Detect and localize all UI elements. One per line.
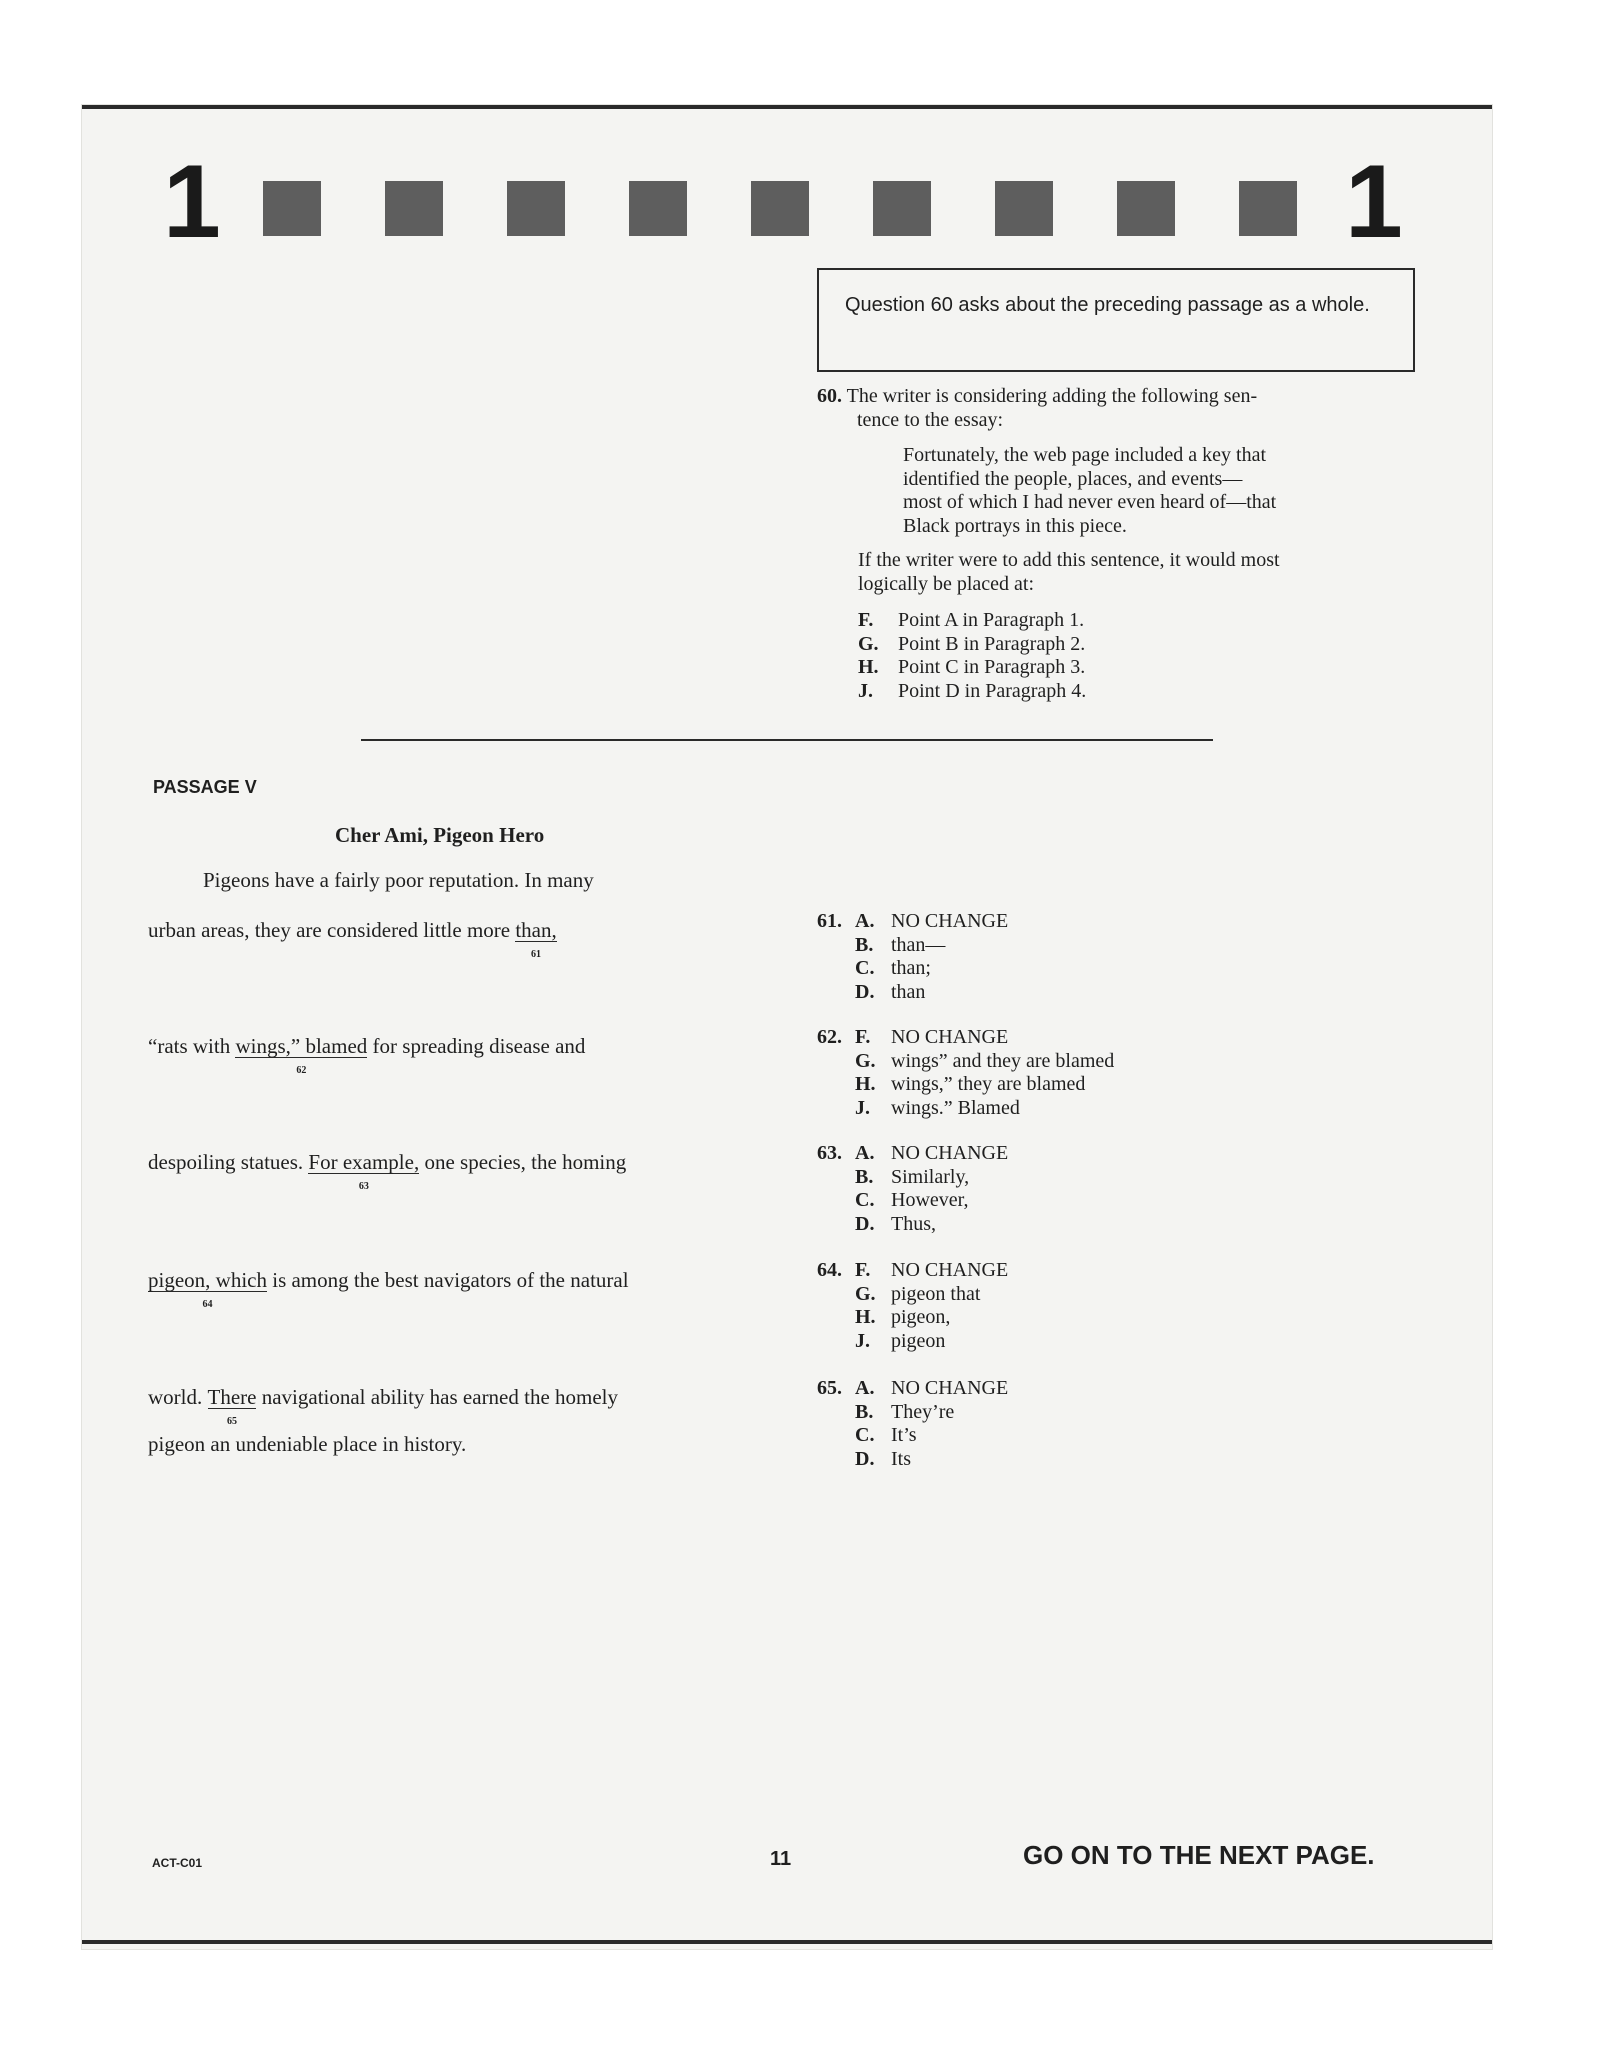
question-marker: 61 (531, 949, 542, 960)
answer-option[interactable] (817, 1424, 1008, 1448)
question-number: 60. (817, 385, 842, 407)
option-letter: C. (855, 1189, 875, 1211)
question-60-followup (858, 548, 1418, 596)
header-square (385, 181, 443, 236)
underlined-text: pigeon, which (148, 1268, 267, 1292)
passage-text: one species, the homing (419, 1150, 627, 1174)
option-text: NO CHANGE (891, 1142, 1009, 1164)
option-text: They’re (891, 1400, 955, 1423)
passage-text: navigational ability has earned the homely (256, 1385, 619, 1409)
option-letter: A. (855, 910, 875, 932)
option-text: Point A in Paragraph 1. (898, 609, 1085, 631)
option-text: pigeon, (891, 1306, 951, 1328)
option-letter: D. (855, 980, 875, 1003)
option-letter: B. (855, 1400, 874, 1423)
option-letter: D. (855, 1212, 875, 1235)
passage-text: urban areas, they are considered little more (148, 918, 516, 942)
answer-option[interactable] (817, 1330, 1008, 1354)
option-text: However, (891, 1189, 969, 1211)
header-square (873, 181, 931, 236)
question-62 (817, 1026, 1114, 1120)
question-60-options (858, 609, 1086, 703)
option-text: Point D in Paragraph 4. (898, 679, 1087, 702)
passage-text: “rats with (148, 1034, 236, 1058)
answer-option[interactable] (817, 1142, 1008, 1166)
option-letter: J. (855, 1096, 870, 1119)
option-text: NO CHANGE (891, 1026, 1009, 1048)
option-text: than (891, 980, 926, 1003)
question-61 (817, 910, 1008, 1004)
question-marker: 65 (226, 1416, 237, 1427)
option-text: Point B in Paragraph 2. (898, 632, 1086, 655)
option-letter: H. (855, 1306, 876, 1328)
option-letter: C. (855, 957, 875, 979)
question-60-stem-line: tence to the essay: (857, 409, 1004, 431)
question-65 (817, 1377, 1008, 1471)
section-divider (361, 739, 1213, 741)
underlined-text: For example, (308, 1150, 420, 1174)
question-60-stem (817, 384, 1417, 432)
option-letter: D. (855, 1447, 875, 1470)
header-square (751, 181, 809, 236)
form-code: ACT-C01 (152, 1856, 203, 1870)
option-letter: F. (855, 1259, 871, 1281)
answer-option[interactable] (858, 680, 1086, 704)
followup-line: logically be placed at: (858, 573, 1035, 595)
option-letter: A. (855, 1377, 875, 1399)
header-square (507, 181, 565, 236)
underlined-portion-61 (515, 918, 557, 960)
option-letter: F. (858, 609, 874, 631)
passage-text: world. (148, 1385, 208, 1409)
question-marker: 64 (202, 1299, 213, 1310)
go-on-notice: GO ON TO THE NEXT PAGE. (1023, 1840, 1375, 1870)
option-text: wings.” Blamed (891, 1096, 1020, 1119)
question-number: 65. (817, 1377, 842, 1399)
passage-line (148, 1150, 627, 1192)
quote-line: identified the people, places, and events— (903, 467, 1243, 490)
answer-option[interactable] (817, 1213, 1008, 1237)
passage-line (148, 1385, 619, 1427)
underlined-text: than, (515, 918, 557, 942)
option-text: Similarly, (891, 1165, 970, 1188)
option-text: pigeon (891, 1329, 946, 1352)
option-text: wings” and they are blamed (891, 1049, 1115, 1072)
answer-option[interactable] (817, 1283, 1008, 1307)
answer-option[interactable] (858, 609, 1086, 633)
question-number: 63. (817, 1142, 842, 1164)
quote-line: Black portrays in this piece. (903, 514, 1127, 537)
option-text: than; (891, 957, 931, 979)
answer-option[interactable] (817, 1026, 1114, 1050)
answer-option[interactable] (817, 1050, 1114, 1074)
question-64 (817, 1259, 1008, 1353)
answer-option[interactable] (817, 1259, 1008, 1283)
header-square (1117, 181, 1175, 236)
question-60-note: Question 60 asks about the preceding passage as a whole. (845, 294, 1370, 316)
quote-line: Fortunately, the web page included a key that (903, 444, 1267, 466)
passage-text: despoiling statues. (148, 1150, 309, 1174)
answer-option[interactable] (817, 957, 1008, 981)
passage-line: pigeon an undeniable place in history. (148, 1432, 467, 1456)
question-number: 64. (817, 1259, 842, 1281)
option-text: wings,” they are blamed (891, 1073, 1086, 1095)
option-letter: B. (855, 1165, 874, 1188)
answer-option[interactable] (817, 1448, 1008, 1472)
underlined-portion-65 (207, 1385, 257, 1427)
passage-line: Pigeons have a fairly poor reputation. In many (203, 868, 594, 892)
question-number: 61. (817, 910, 842, 932)
underlined-portion-62 (235, 1034, 368, 1076)
option-letter: B. (855, 933, 874, 956)
option-text: It’s (891, 1424, 917, 1446)
underlined-text: There (207, 1385, 257, 1409)
answer-option[interactable] (817, 1097, 1114, 1121)
option-letter: G. (858, 632, 879, 655)
page-sheet (82, 105, 1492, 1949)
option-text: NO CHANGE (891, 1377, 1009, 1399)
answer-option[interactable] (817, 981, 1008, 1005)
option-text: than— (891, 933, 946, 956)
header-square (263, 181, 321, 236)
answer-option[interactable] (858, 656, 1086, 680)
page-bottom-edge (82, 1940, 1492, 1944)
underlined-portion-63 (308, 1150, 420, 1192)
header-square (629, 181, 687, 236)
option-letter: G. (855, 1049, 876, 1072)
question-60-stem-line: The writer is considering adding the following sen- (846, 385, 1258, 407)
header-square (995, 181, 1053, 236)
answer-option[interactable] (817, 1189, 1008, 1213)
option-letter: J. (855, 1329, 870, 1352)
answer-option[interactable] (817, 1073, 1114, 1097)
answer-option[interactable] (817, 1166, 1008, 1190)
option-letter: H. (858, 656, 879, 678)
answer-option[interactable] (817, 934, 1008, 958)
option-text: NO CHANGE (891, 910, 1009, 932)
passage-label: PASSAGE V (153, 777, 257, 797)
answer-option[interactable] (817, 910, 1008, 934)
option-text: Thus, (891, 1212, 936, 1235)
answer-option[interactable] (817, 1377, 1008, 1401)
passage-line (148, 918, 557, 960)
page-number: 11 (770, 1848, 792, 1870)
option-text: pigeon that (891, 1282, 981, 1305)
question-marker: 63 (358, 1181, 369, 1192)
option-letter: C. (855, 1424, 875, 1446)
question-60-quote (903, 444, 1388, 538)
passage-line (148, 1034, 586, 1076)
header-square (1239, 181, 1297, 236)
option-letter: F. (855, 1026, 871, 1048)
section-number-right: 1 (1345, 144, 1403, 260)
quote-line: most of which I had never even heard of—that (903, 491, 1277, 513)
answer-option[interactable] (858, 633, 1086, 657)
option-text: Point C in Paragraph 3. (898, 656, 1086, 678)
option-text: NO CHANGE (891, 1259, 1009, 1281)
option-text: Its (891, 1447, 911, 1470)
followup-line: If the writer were to add this sentence, it would most (858, 549, 1280, 571)
question-number: 62. (817, 1026, 842, 1048)
passage-line (148, 1268, 629, 1310)
answer-option[interactable] (817, 1306, 1008, 1330)
question-60-note-box (817, 268, 1415, 372)
option-letter: A. (855, 1142, 875, 1164)
passage-text: for spreading disease and (367, 1034, 586, 1058)
option-letter: J. (858, 679, 873, 702)
option-letter: H. (855, 1073, 876, 1095)
passage-title: Cher Ami, Pigeon Hero (335, 823, 545, 847)
question-63 (817, 1142, 1008, 1236)
question-marker: 62 (296, 1065, 307, 1076)
answer-option[interactable] (817, 1401, 1008, 1425)
underlined-portion-64 (148, 1268, 267, 1310)
underlined-text: wings,” blamed (235, 1034, 368, 1058)
section-number-left: 1 (163, 144, 221, 260)
option-letter: G. (855, 1282, 876, 1305)
passage-text: is among the best navigators of the natural (266, 1268, 629, 1292)
